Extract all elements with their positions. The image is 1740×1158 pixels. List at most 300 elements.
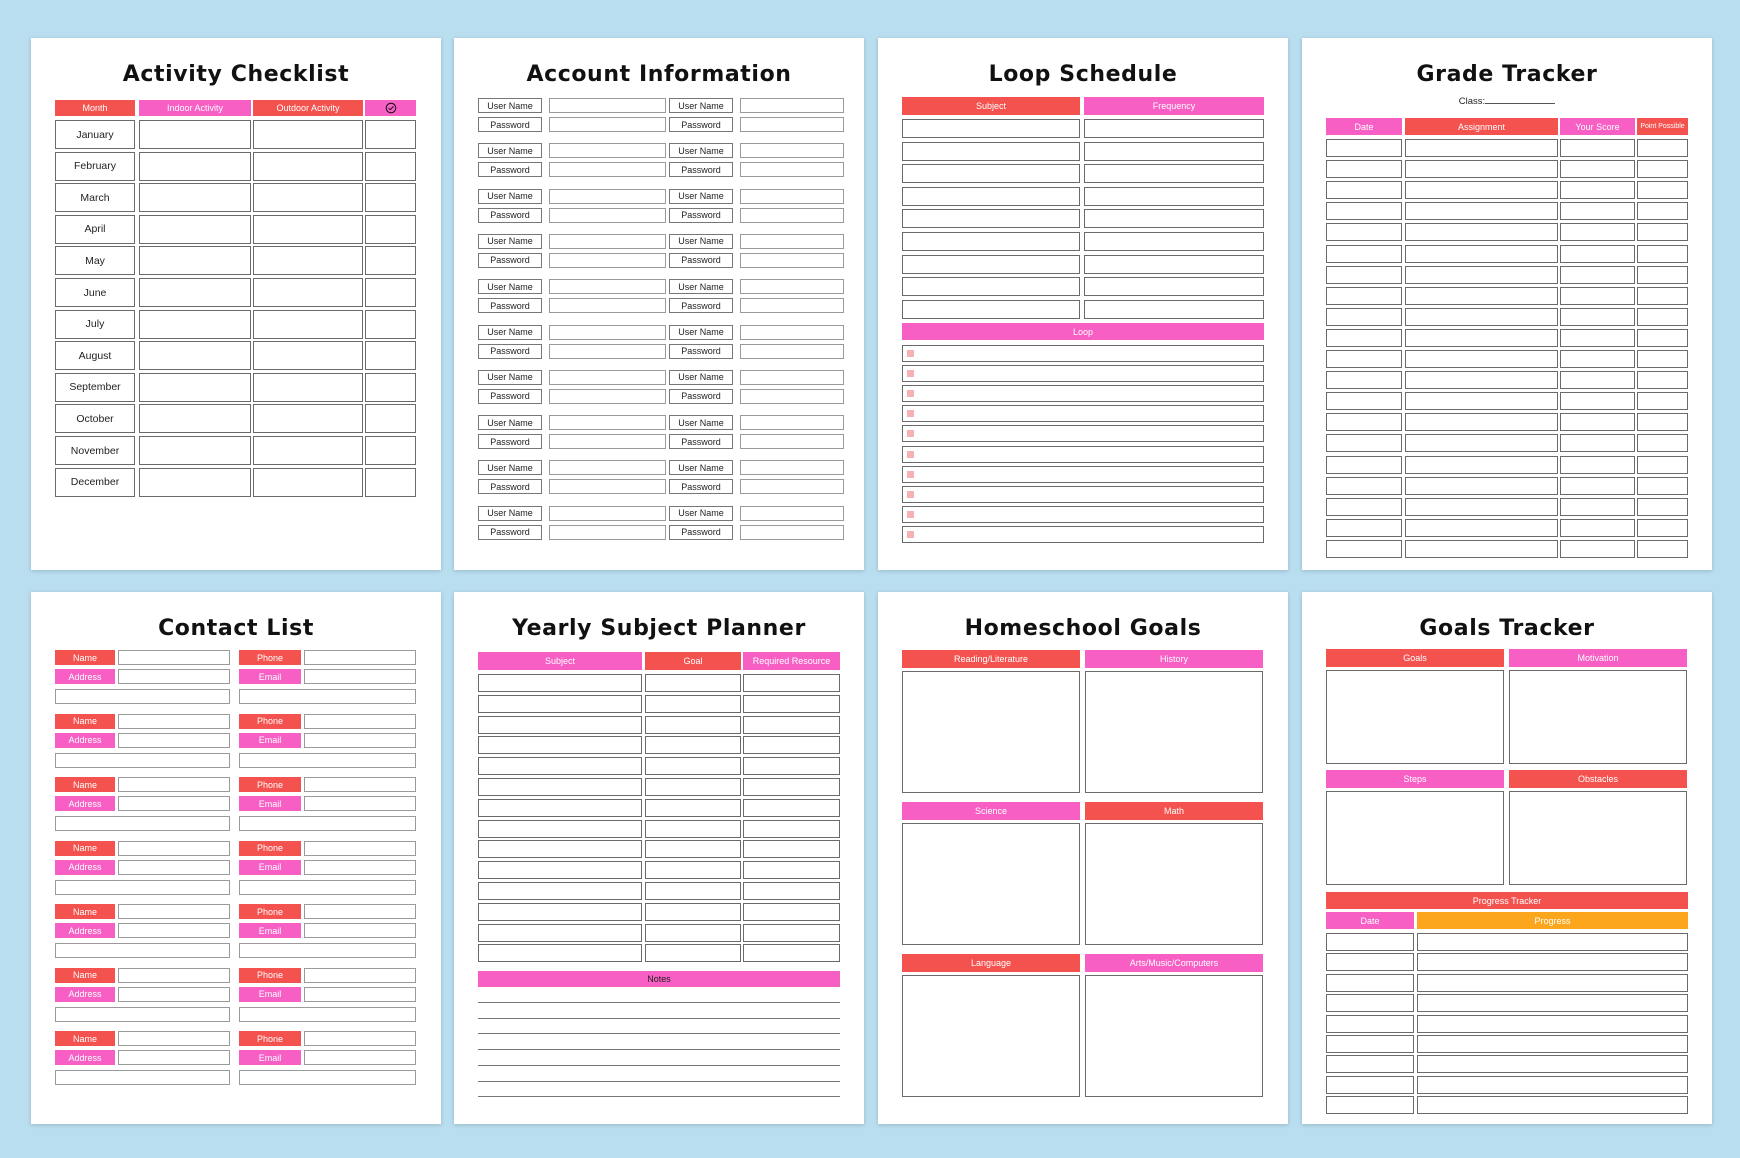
subject-cell[interactable] xyxy=(902,119,1080,138)
your-score-cell[interactable] xyxy=(1560,223,1635,241)
loop-checkbox[interactable] xyxy=(907,390,914,397)
address-field[interactable] xyxy=(118,669,230,684)
address-field[interactable] xyxy=(118,796,230,811)
date-cell[interactable] xyxy=(1326,266,1402,284)
assignment-cell[interactable] xyxy=(1405,160,1558,178)
extra-field[interactable] xyxy=(239,1007,416,1022)
password-field[interactable] xyxy=(549,434,666,449)
subject-cell[interactable] xyxy=(478,840,642,858)
email-field[interactable] xyxy=(304,923,416,938)
assignment-cell[interactable] xyxy=(1405,371,1558,389)
point-possible-cell[interactable] xyxy=(1637,350,1688,368)
password-field[interactable] xyxy=(740,434,844,449)
date-cell[interactable] xyxy=(1326,1035,1414,1053)
your-score-cell[interactable] xyxy=(1560,392,1635,410)
notes-line[interactable] xyxy=(478,1002,840,1003)
check-cell[interactable] xyxy=(365,120,416,149)
your-score-cell[interactable] xyxy=(1560,498,1635,516)
your-score-cell[interactable] xyxy=(1560,266,1635,284)
user-name-field[interactable] xyxy=(549,415,666,430)
your-score-cell[interactable] xyxy=(1560,350,1635,368)
user-name-field[interactable] xyxy=(549,98,666,113)
goal-cell[interactable] xyxy=(645,924,741,942)
indoor-activity-cell[interactable] xyxy=(139,404,251,433)
math-box[interactable] xyxy=(1085,823,1263,945)
progress-cell[interactable] xyxy=(1417,1035,1688,1053)
subject-cell[interactable] xyxy=(478,757,642,775)
date-cell[interactable] xyxy=(1326,1076,1414,1094)
email-field[interactable] xyxy=(304,669,416,684)
password-field[interactable] xyxy=(549,479,666,494)
check-cell[interactable] xyxy=(365,278,416,307)
progress-cell[interactable] xyxy=(1417,953,1688,971)
outdoor-activity-cell[interactable] xyxy=(253,215,363,244)
user-name-field[interactable] xyxy=(740,98,844,113)
date-cell[interactable] xyxy=(1326,456,1402,474)
subject-cell[interactable] xyxy=(902,255,1080,274)
date-cell[interactable] xyxy=(1326,413,1402,431)
user-name-field[interactable] xyxy=(549,143,666,158)
subject-cell[interactable] xyxy=(902,300,1080,319)
password-field[interactable] xyxy=(549,117,666,132)
language-box[interactable] xyxy=(902,975,1080,1097)
address-line-field[interactable] xyxy=(55,753,230,768)
phone-field[interactable] xyxy=(304,650,416,665)
loop-checkbox[interactable] xyxy=(907,491,914,498)
user-name-field[interactable] xyxy=(740,234,844,249)
outdoor-activity-cell[interactable] xyxy=(253,310,363,339)
subject-cell[interactable] xyxy=(902,209,1080,228)
date-cell[interactable] xyxy=(1326,1015,1414,1033)
indoor-activity-cell[interactable] xyxy=(139,373,251,402)
user-name-field[interactable] xyxy=(740,325,844,340)
user-name-field[interactable] xyxy=(740,415,844,430)
date-cell[interactable] xyxy=(1326,287,1402,305)
address-line-field[interactable] xyxy=(55,943,230,958)
user-name-field[interactable] xyxy=(549,234,666,249)
user-name-field[interactable] xyxy=(549,370,666,385)
point-possible-cell[interactable] xyxy=(1637,456,1688,474)
name-field[interactable] xyxy=(118,650,230,665)
date-cell[interactable] xyxy=(1326,181,1402,199)
progress-cell[interactable] xyxy=(1417,994,1688,1012)
assignment-cell[interactable] xyxy=(1405,139,1558,157)
password-field[interactable] xyxy=(740,117,844,132)
indoor-activity-cell[interactable] xyxy=(139,152,251,181)
steps-box[interactable] xyxy=(1326,791,1504,885)
required-resource-cell[interactable] xyxy=(743,944,840,962)
point-possible-cell[interactable] xyxy=(1637,413,1688,431)
frequency-cell[interactable] xyxy=(1084,255,1264,274)
required-resource-cell[interactable] xyxy=(743,820,840,838)
indoor-activity-cell[interactable] xyxy=(139,215,251,244)
name-field[interactable] xyxy=(118,777,230,792)
password-field[interactable] xyxy=(549,344,666,359)
reading-literature-box[interactable] xyxy=(902,671,1080,793)
date-cell[interactable] xyxy=(1326,371,1402,389)
motivation-box[interactable] xyxy=(1509,670,1687,764)
goal-cell[interactable] xyxy=(645,695,741,713)
point-possible-cell[interactable] xyxy=(1637,202,1688,220)
point-possible-cell[interactable] xyxy=(1637,434,1688,452)
extra-field[interactable] xyxy=(239,1070,416,1085)
date-cell[interactable] xyxy=(1326,1096,1414,1114)
goal-cell[interactable] xyxy=(645,716,741,734)
email-field[interactable] xyxy=(304,733,416,748)
email-field[interactable] xyxy=(304,1050,416,1065)
subject-cell[interactable] xyxy=(478,924,642,942)
your-score-cell[interactable] xyxy=(1560,245,1635,263)
your-score-cell[interactable] xyxy=(1560,519,1635,537)
subject-cell[interactable] xyxy=(478,799,642,817)
loop-row[interactable] xyxy=(902,425,1264,442)
outdoor-activity-cell[interactable] xyxy=(253,120,363,149)
date-cell[interactable] xyxy=(1326,329,1402,347)
subject-cell[interactable] xyxy=(478,674,642,692)
user-name-field[interactable] xyxy=(740,506,844,521)
check-cell[interactable] xyxy=(365,404,416,433)
loop-checkbox[interactable] xyxy=(907,410,914,417)
point-possible-cell[interactable] xyxy=(1637,477,1688,495)
point-possible-cell[interactable] xyxy=(1637,266,1688,284)
your-score-cell[interactable] xyxy=(1560,456,1635,474)
frequency-cell[interactable] xyxy=(1084,142,1264,161)
address-field[interactable] xyxy=(118,733,230,748)
password-field[interactable] xyxy=(740,208,844,223)
outdoor-activity-cell[interactable] xyxy=(253,278,363,307)
loop-row[interactable] xyxy=(902,486,1264,503)
your-score-cell[interactable] xyxy=(1560,477,1635,495)
subject-cell[interactable] xyxy=(478,882,642,900)
point-possible-cell[interactable] xyxy=(1637,160,1688,178)
goal-cell[interactable] xyxy=(645,861,741,879)
name-field[interactable] xyxy=(118,1031,230,1046)
phone-field[interactable] xyxy=(304,841,416,856)
assignment-cell[interactable] xyxy=(1405,540,1558,558)
phone-field[interactable] xyxy=(304,714,416,729)
date-cell[interactable] xyxy=(1326,974,1414,992)
goal-cell[interactable] xyxy=(645,757,741,775)
point-possible-cell[interactable] xyxy=(1637,540,1688,558)
loop-checkbox[interactable] xyxy=(907,350,914,357)
date-cell[interactable] xyxy=(1326,1055,1414,1073)
loop-checkbox[interactable] xyxy=(907,511,914,518)
progress-cell[interactable] xyxy=(1417,933,1688,951)
outdoor-activity-cell[interactable] xyxy=(253,341,363,370)
frequency-cell[interactable] xyxy=(1084,232,1264,251)
point-possible-cell[interactable] xyxy=(1637,181,1688,199)
user-name-field[interactable] xyxy=(740,189,844,204)
assignment-cell[interactable] xyxy=(1405,329,1558,347)
indoor-activity-cell[interactable] xyxy=(139,120,251,149)
frequency-cell[interactable] xyxy=(1084,164,1264,183)
loop-checkbox[interactable] xyxy=(907,471,914,478)
subject-cell[interactable] xyxy=(478,903,642,921)
loop-row[interactable] xyxy=(902,506,1264,523)
assignment-cell[interactable] xyxy=(1405,519,1558,537)
email-field[interactable] xyxy=(304,860,416,875)
date-cell[interactable] xyxy=(1326,434,1402,452)
password-field[interactable] xyxy=(549,253,666,268)
phone-field[interactable] xyxy=(304,777,416,792)
obstacles-box[interactable] xyxy=(1509,791,1687,885)
progress-cell[interactable] xyxy=(1417,1015,1688,1033)
outdoor-activity-cell[interactable] xyxy=(253,373,363,402)
arts-music-computers-box[interactable] xyxy=(1085,975,1263,1097)
history-box[interactable] xyxy=(1085,671,1263,793)
user-name-field[interactable] xyxy=(740,143,844,158)
goal-cell[interactable] xyxy=(645,778,741,796)
required-resource-cell[interactable] xyxy=(743,674,840,692)
user-name-field[interactable] xyxy=(740,279,844,294)
subject-cell[interactable] xyxy=(902,187,1080,206)
subject-cell[interactable] xyxy=(902,142,1080,161)
outdoor-activity-cell[interactable] xyxy=(253,246,363,275)
check-cell[interactable] xyxy=(365,468,416,497)
name-field[interactable] xyxy=(118,904,230,919)
outdoor-activity-cell[interactable] xyxy=(253,152,363,181)
required-resource-cell[interactable] xyxy=(743,736,840,754)
password-field[interactable] xyxy=(549,389,666,404)
your-score-cell[interactable] xyxy=(1560,308,1635,326)
your-score-cell[interactable] xyxy=(1560,329,1635,347)
notes-line[interactable] xyxy=(478,1018,840,1019)
point-possible-cell[interactable] xyxy=(1637,329,1688,347)
address-line-field[interactable] xyxy=(55,1070,230,1085)
subject-cell[interactable] xyxy=(478,820,642,838)
loop-row[interactable] xyxy=(902,385,1264,402)
subject-cell[interactable] xyxy=(902,164,1080,183)
assignment-cell[interactable] xyxy=(1405,245,1558,263)
point-possible-cell[interactable] xyxy=(1637,223,1688,241)
assignment-cell[interactable] xyxy=(1405,266,1558,284)
your-score-cell[interactable] xyxy=(1560,139,1635,157)
goal-cell[interactable] xyxy=(645,674,741,692)
your-score-cell[interactable] xyxy=(1560,160,1635,178)
subject-cell[interactable] xyxy=(902,232,1080,251)
assignment-cell[interactable] xyxy=(1405,498,1558,516)
address-line-field[interactable] xyxy=(55,689,230,704)
point-possible-cell[interactable] xyxy=(1637,245,1688,263)
your-score-cell[interactable] xyxy=(1560,202,1635,220)
user-name-field[interactable] xyxy=(740,460,844,475)
point-possible-cell[interactable] xyxy=(1637,392,1688,410)
check-cell[interactable] xyxy=(365,436,416,465)
password-field[interactable] xyxy=(740,253,844,268)
check-cell[interactable] xyxy=(365,246,416,275)
outdoor-activity-cell[interactable] xyxy=(253,468,363,497)
phone-field[interactable] xyxy=(304,904,416,919)
check-cell[interactable] xyxy=(365,183,416,212)
assignment-cell[interactable] xyxy=(1405,287,1558,305)
loop-row[interactable] xyxy=(902,405,1264,422)
date-cell[interactable] xyxy=(1326,953,1414,971)
address-line-field[interactable] xyxy=(55,1007,230,1022)
date-cell[interactable] xyxy=(1326,994,1414,1012)
date-cell[interactable] xyxy=(1326,933,1414,951)
email-field[interactable] xyxy=(304,796,416,811)
your-score-cell[interactable] xyxy=(1560,371,1635,389)
address-field[interactable] xyxy=(118,923,230,938)
goal-cell[interactable] xyxy=(645,736,741,754)
your-score-cell[interactable] xyxy=(1560,181,1635,199)
email-field[interactable] xyxy=(304,987,416,1002)
required-resource-cell[interactable] xyxy=(743,757,840,775)
point-possible-cell[interactable] xyxy=(1637,308,1688,326)
your-score-cell[interactable] xyxy=(1560,434,1635,452)
subject-cell[interactable] xyxy=(478,944,642,962)
password-field[interactable] xyxy=(740,162,844,177)
assignment-cell[interactable] xyxy=(1405,350,1558,368)
subject-cell[interactable] xyxy=(478,778,642,796)
loop-row[interactable] xyxy=(902,526,1264,543)
check-cell[interactable] xyxy=(365,310,416,339)
date-cell[interactable] xyxy=(1326,245,1402,263)
required-resource-cell[interactable] xyxy=(743,799,840,817)
loop-checkbox[interactable] xyxy=(907,370,914,377)
phone-field[interactable] xyxy=(304,1031,416,1046)
subject-cell[interactable] xyxy=(478,716,642,734)
date-cell[interactable] xyxy=(1326,202,1402,220)
extra-field[interactable] xyxy=(239,943,416,958)
notes-line[interactable] xyxy=(478,1081,840,1082)
assignment-cell[interactable] xyxy=(1405,434,1558,452)
notes-line[interactable] xyxy=(478,1096,840,1097)
goal-cell[interactable] xyxy=(645,820,741,838)
notes-line[interactable] xyxy=(478,1033,840,1034)
password-field[interactable] xyxy=(740,298,844,313)
frequency-cell[interactable] xyxy=(1084,119,1264,138)
password-field[interactable] xyxy=(740,344,844,359)
password-field[interactable] xyxy=(549,525,666,540)
indoor-activity-cell[interactable] xyxy=(139,246,251,275)
address-field[interactable] xyxy=(118,860,230,875)
extra-field[interactable] xyxy=(239,689,416,704)
assignment-cell[interactable] xyxy=(1405,392,1558,410)
indoor-activity-cell[interactable] xyxy=(139,278,251,307)
password-field[interactable] xyxy=(549,208,666,223)
required-resource-cell[interactable] xyxy=(743,778,840,796)
user-name-field[interactable] xyxy=(549,506,666,521)
indoor-activity-cell[interactable] xyxy=(139,183,251,212)
indoor-activity-cell[interactable] xyxy=(139,468,251,497)
goals-box[interactable] xyxy=(1326,670,1504,764)
indoor-activity-cell[interactable] xyxy=(139,310,251,339)
assignment-cell[interactable] xyxy=(1405,223,1558,241)
password-field[interactable] xyxy=(549,162,666,177)
address-line-field[interactable] xyxy=(55,880,230,895)
date-cell[interactable] xyxy=(1326,350,1402,368)
date-cell[interactable] xyxy=(1326,477,1402,495)
outdoor-activity-cell[interactable] xyxy=(253,183,363,212)
date-cell[interactable] xyxy=(1326,160,1402,178)
user-name-field[interactable] xyxy=(549,325,666,340)
assignment-cell[interactable] xyxy=(1405,308,1558,326)
subject-cell[interactable] xyxy=(902,277,1080,296)
your-score-cell[interactable] xyxy=(1560,287,1635,305)
password-field[interactable] xyxy=(740,525,844,540)
required-resource-cell[interactable] xyxy=(743,695,840,713)
check-cell[interactable] xyxy=(365,152,416,181)
name-field[interactable] xyxy=(118,968,230,983)
loop-checkbox[interactable] xyxy=(907,430,914,437)
indoor-activity-cell[interactable] xyxy=(139,341,251,370)
progress-cell[interactable] xyxy=(1417,1055,1688,1073)
your-score-cell[interactable] xyxy=(1560,413,1635,431)
password-field[interactable] xyxy=(740,389,844,404)
frequency-cell[interactable] xyxy=(1084,187,1264,206)
loop-checkbox[interactable] xyxy=(907,451,914,458)
user-name-field[interactable] xyxy=(549,460,666,475)
frequency-cell[interactable] xyxy=(1084,300,1264,319)
required-resource-cell[interactable] xyxy=(743,840,840,858)
required-resource-cell[interactable] xyxy=(743,861,840,879)
outdoor-activity-cell[interactable] xyxy=(253,404,363,433)
frequency-cell[interactable] xyxy=(1084,277,1264,296)
required-resource-cell[interactable] xyxy=(743,924,840,942)
point-possible-cell[interactable] xyxy=(1637,519,1688,537)
goal-cell[interactable] xyxy=(645,799,741,817)
date-cell[interactable] xyxy=(1326,540,1402,558)
goal-cell[interactable] xyxy=(645,882,741,900)
loop-row[interactable] xyxy=(902,466,1264,483)
progress-cell[interactable] xyxy=(1417,974,1688,992)
name-field[interactable] xyxy=(118,714,230,729)
indoor-activity-cell[interactable] xyxy=(139,436,251,465)
goal-cell[interactable] xyxy=(645,944,741,962)
outdoor-activity-cell[interactable] xyxy=(253,436,363,465)
user-name-field[interactable] xyxy=(549,279,666,294)
subject-cell[interactable] xyxy=(478,861,642,879)
assignment-cell[interactable] xyxy=(1405,181,1558,199)
check-cell[interactable] xyxy=(365,341,416,370)
date-cell[interactable] xyxy=(1326,223,1402,241)
assignment-cell[interactable] xyxy=(1405,477,1558,495)
check-cell[interactable] xyxy=(365,373,416,402)
date-cell[interactable] xyxy=(1326,519,1402,537)
check-cell[interactable] xyxy=(365,215,416,244)
point-possible-cell[interactable] xyxy=(1637,287,1688,305)
point-possible-cell[interactable] xyxy=(1637,498,1688,516)
user-name-field[interactable] xyxy=(740,370,844,385)
address-line-field[interactable] xyxy=(55,816,230,831)
loop-checkbox[interactable] xyxy=(907,531,914,538)
address-field[interactable] xyxy=(118,987,230,1002)
date-cell[interactable] xyxy=(1326,308,1402,326)
subject-cell[interactable] xyxy=(478,695,642,713)
required-resource-cell[interactable] xyxy=(743,716,840,734)
extra-field[interactable] xyxy=(239,816,416,831)
password-field[interactable] xyxy=(740,479,844,494)
your-score-cell[interactable] xyxy=(1560,540,1635,558)
goal-cell[interactable] xyxy=(645,840,741,858)
point-possible-cell[interactable] xyxy=(1637,371,1688,389)
goal-cell[interactable] xyxy=(645,903,741,921)
frequency-cell[interactable] xyxy=(1084,209,1264,228)
name-field[interactable] xyxy=(118,841,230,856)
progress-cell[interactable] xyxy=(1417,1096,1688,1114)
date-cell[interactable] xyxy=(1326,498,1402,516)
science-box[interactable] xyxy=(902,823,1080,945)
subject-cell[interactable] xyxy=(478,736,642,754)
extra-field[interactable] xyxy=(239,880,416,895)
assignment-cell[interactable] xyxy=(1405,202,1558,220)
address-field[interactable] xyxy=(118,1050,230,1065)
required-resource-cell[interactable] xyxy=(743,882,840,900)
assignment-cell[interactable] xyxy=(1405,456,1558,474)
loop-row[interactable] xyxy=(902,365,1264,382)
user-name-field[interactable] xyxy=(549,189,666,204)
